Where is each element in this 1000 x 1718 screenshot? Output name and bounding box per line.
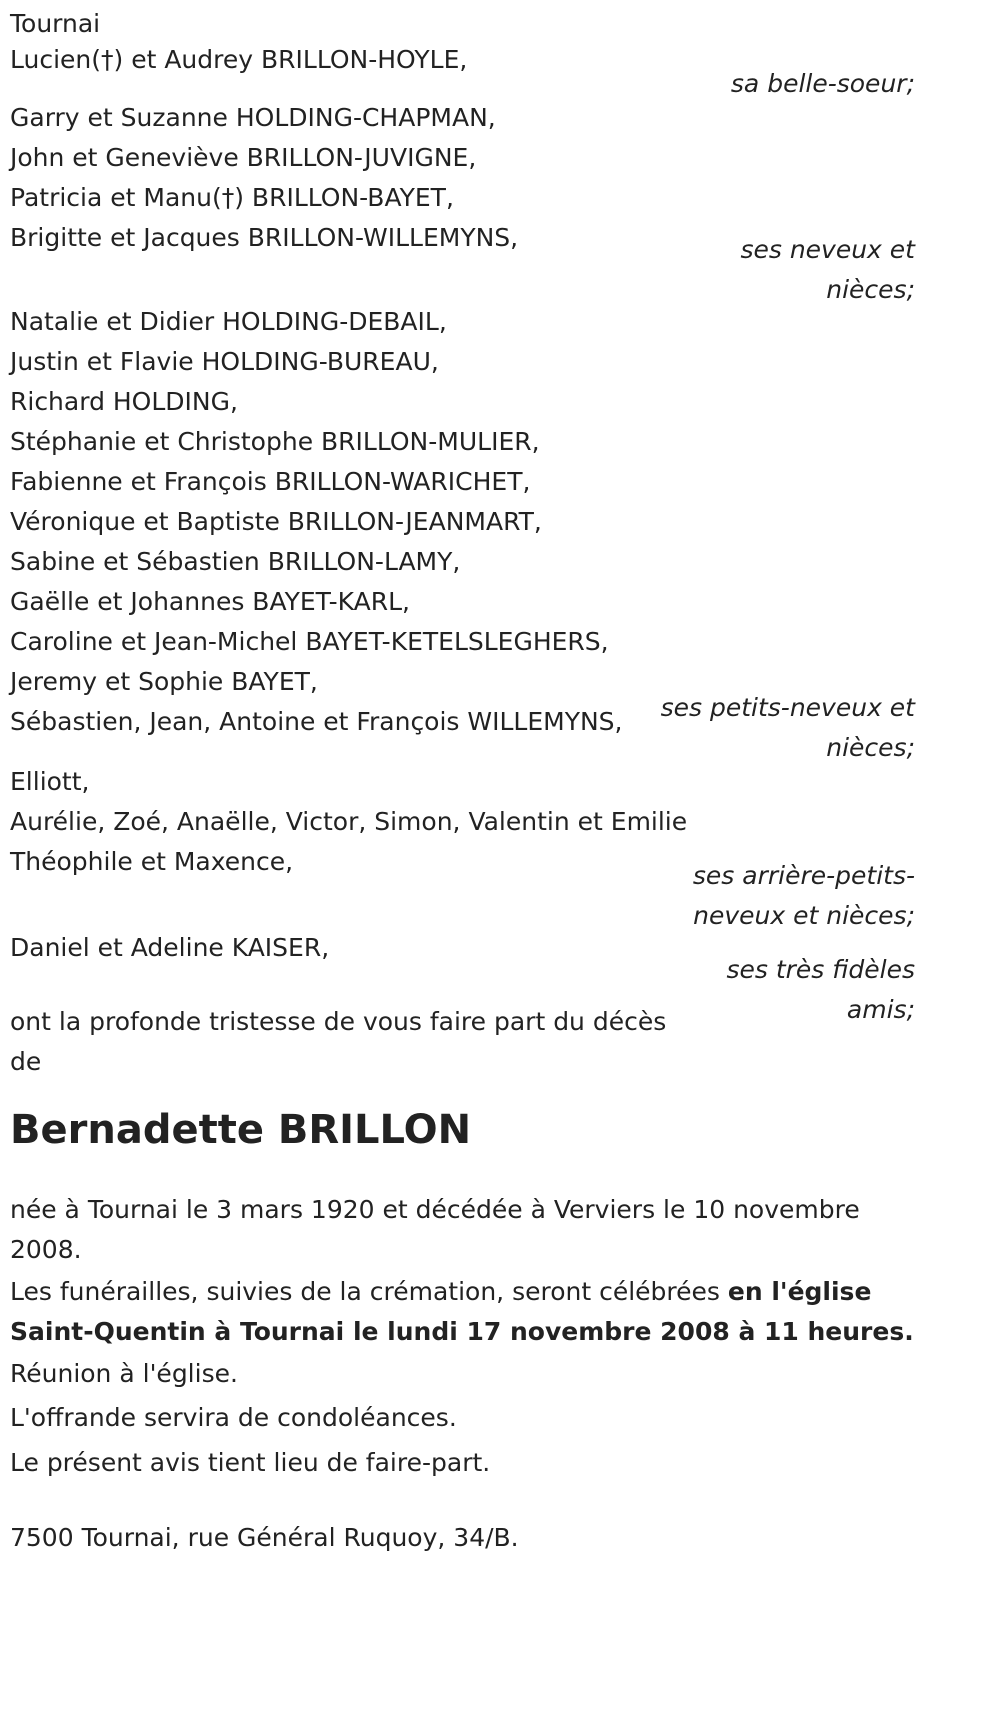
deceased-name: Bernadette BRILLON (10, 1107, 472, 1153)
relation-line: ses très fidèles (726, 955, 915, 984)
reunion-text: Réunion à l'église. (10, 1359, 238, 1388)
address-text: 7500 Tournai, rue Général Ruquoy, 34/B. (10, 1523, 519, 1552)
birth-death-line: 2008. (10, 1235, 82, 1264)
relation-line: ses arrière-petits- (692, 861, 915, 890)
names-list (10, 928, 730, 968)
avis-text: Le présent avis tient lieu de faire-part. (10, 1448, 491, 1477)
name-line: Garry et Suzanne HOLDING-CHAPMAN, (10, 103, 496, 132)
family-group-sister-in-law (10, 40, 915, 98)
name-line: Jeremy et Sophie BAYET, (10, 667, 318, 696)
relation-line: nièces; (826, 733, 915, 762)
funeral-line-2 (10, 1312, 914, 1352)
relation-line: sa belle-soeur; (730, 69, 915, 98)
names-list (10, 98, 730, 258)
name-line: Brigitte et Jacques BRILLON-WILLEMYNS, (10, 223, 519, 252)
name-line: John et Geneviève BRILLON-JUVIGNE, (10, 143, 477, 172)
announcement-text (10, 1002, 730, 1082)
offrande-text: L'offrande servira de condoléances. (10, 1403, 457, 1432)
name-line: Elliott, (10, 767, 90, 796)
relation-line: ses petits-neveux et (660, 693, 915, 722)
relation-line: nièces; (826, 275, 915, 304)
relation-line: ses neveux et (740, 235, 915, 264)
birth-death-line: née à Tournai le 3 mars 1920 et décédée à Verviers le 10 novembre (10, 1195, 860, 1224)
family-group-great-grand-nephews (10, 762, 915, 930)
names-list (10, 302, 730, 742)
names-list (10, 40, 730, 80)
city-header: Tournai (10, 9, 101, 38)
family-group-nephews (10, 98, 915, 304)
names-list (10, 762, 730, 882)
name-line: Lucien(†) et Audrey BRILLON-HOYLE, (10, 45, 468, 74)
funeral-datetime-bold: Saint-Quentin à Tournai le lundi 17 novembre 2008 à 11 heures. (10, 1317, 914, 1346)
relation-label (635, 856, 915, 936)
name-line: Fabienne et François BRILLON-WARICHET, (10, 467, 531, 496)
funeral-location-bold: en l'église (727, 1277, 872, 1306)
funeral-intro: Les funérailles, suivies de la crémation, seront célébrées (10, 1277, 728, 1306)
name-line: Caroline et Jean-Michel BAYET-KETELSLEGHERS, (10, 627, 609, 656)
funeral-line-1 (10, 1272, 910, 1312)
name-line: Sébastien, Jean, Antoine et François WILLEMYNS, (10, 707, 623, 736)
name-line: Justin et Flavie HOLDING-BUREAU, (10, 347, 439, 376)
name-line: Daniel et Adeline KAISER, (10, 933, 330, 962)
name-line: Aurélie, Zoé, Anaëlle, Victor, Simon, Valentin et Emilie (10, 807, 688, 836)
relation-line: amis; (846, 995, 915, 1024)
name-line: Gaëlle et Johannes BAYET-KARL, (10, 587, 410, 616)
relation-line: neveux et nièces; (693, 901, 915, 930)
name-line: Patricia et Manu(†) BRILLON-BAYET, (10, 183, 454, 212)
name-line: Théophile et Maxence, (10, 847, 294, 876)
name-line: Richard HOLDING, (10, 387, 238, 416)
name-line: Stéphanie et Christophe BRILLON-MULIER, (10, 427, 540, 456)
name-line: Véronique et Baptiste BRILLON-JEANMART, (10, 507, 542, 536)
announcement-line: ont la profonde tristesse de vous faire part du décès (10, 1007, 667, 1036)
relation-label (635, 230, 915, 310)
announcement-line: de (10, 1047, 42, 1076)
funeral-details (10, 1272, 914, 1352)
relation-label (595, 688, 915, 768)
birth-death-text (10, 1190, 910, 1270)
name-line: Natalie et Didier HOLDING-DEBAIL, (10, 307, 447, 336)
name-line: Sabine et Sébastien BRILLON-LAMY, (10, 547, 461, 576)
family-group-grand-nephews (10, 302, 915, 762)
